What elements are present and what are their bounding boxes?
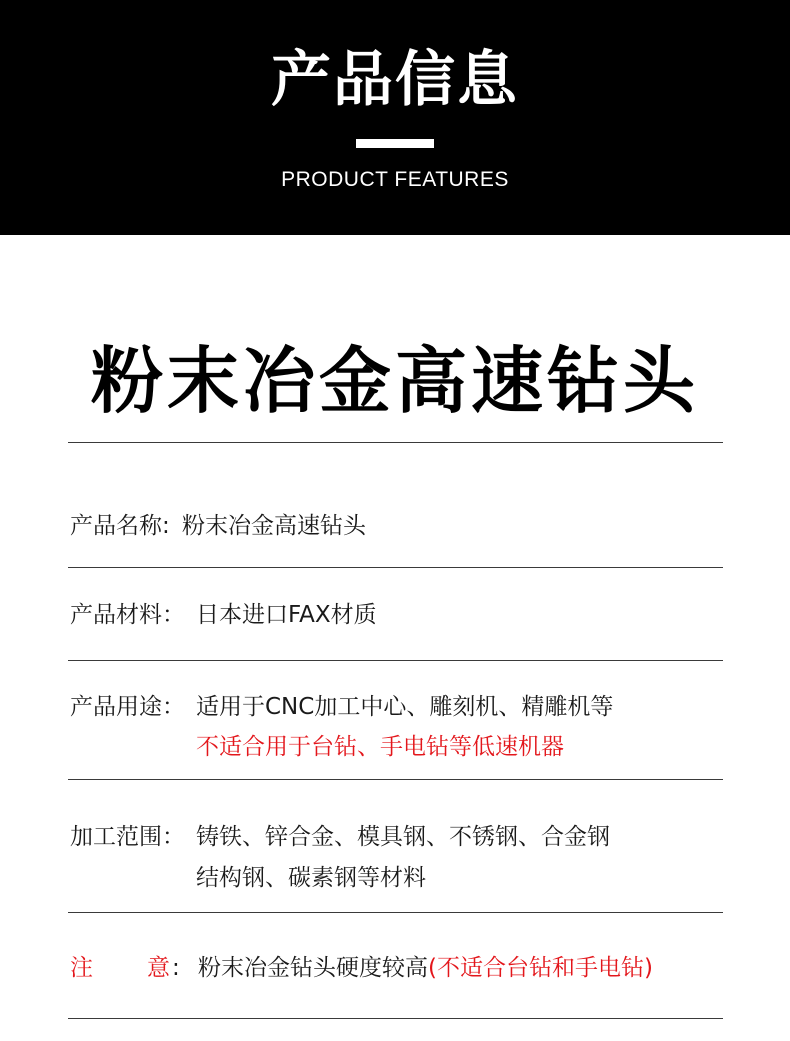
divider [68,567,723,568]
spec-value: 结构钢、碳素钢等材料 [196,865,426,891]
section-title: 产品信息 [271,45,519,115]
divider [68,1018,723,1019]
note-value [198,949,653,987]
note-label-char: 意 [147,955,170,981]
spec-value: 适用于CNC加工中心、雕刻机、精雕机等 [196,694,614,720]
divider [68,912,723,913]
section-subtitle: PRODUCT FEATURES [281,168,509,191]
note-label-colon: : [172,955,180,981]
note-text: 粉末冶金钻头硬度较高 [198,955,428,981]
spec-label: 产品用途： [70,694,185,720]
spec-value: 铸铁、锌合金、模具钢、不锈钢、合金钢 [196,824,610,850]
product-title: 粉末冶金高速钻头 [90,339,699,423]
spec-value: 粉末冶金高速钻头 [182,513,366,539]
header-banner [0,0,790,235]
spec-label: 产品材料： [70,602,185,628]
spec-label: 产品名称: [70,513,170,539]
title-underline-bar [356,139,434,148]
note-label-char: 注 [70,955,93,981]
spec-label: 加工范围： [70,824,185,850]
spec-value: 日本进口FAX材质 [196,602,377,628]
note-warning: (不适合台钻和手电钻) [428,955,653,981]
divider [68,779,723,780]
divider [68,660,723,661]
spec-warning: 不适合用于台钻、手电钻等低速机器 [196,734,564,760]
divider [68,442,723,443]
